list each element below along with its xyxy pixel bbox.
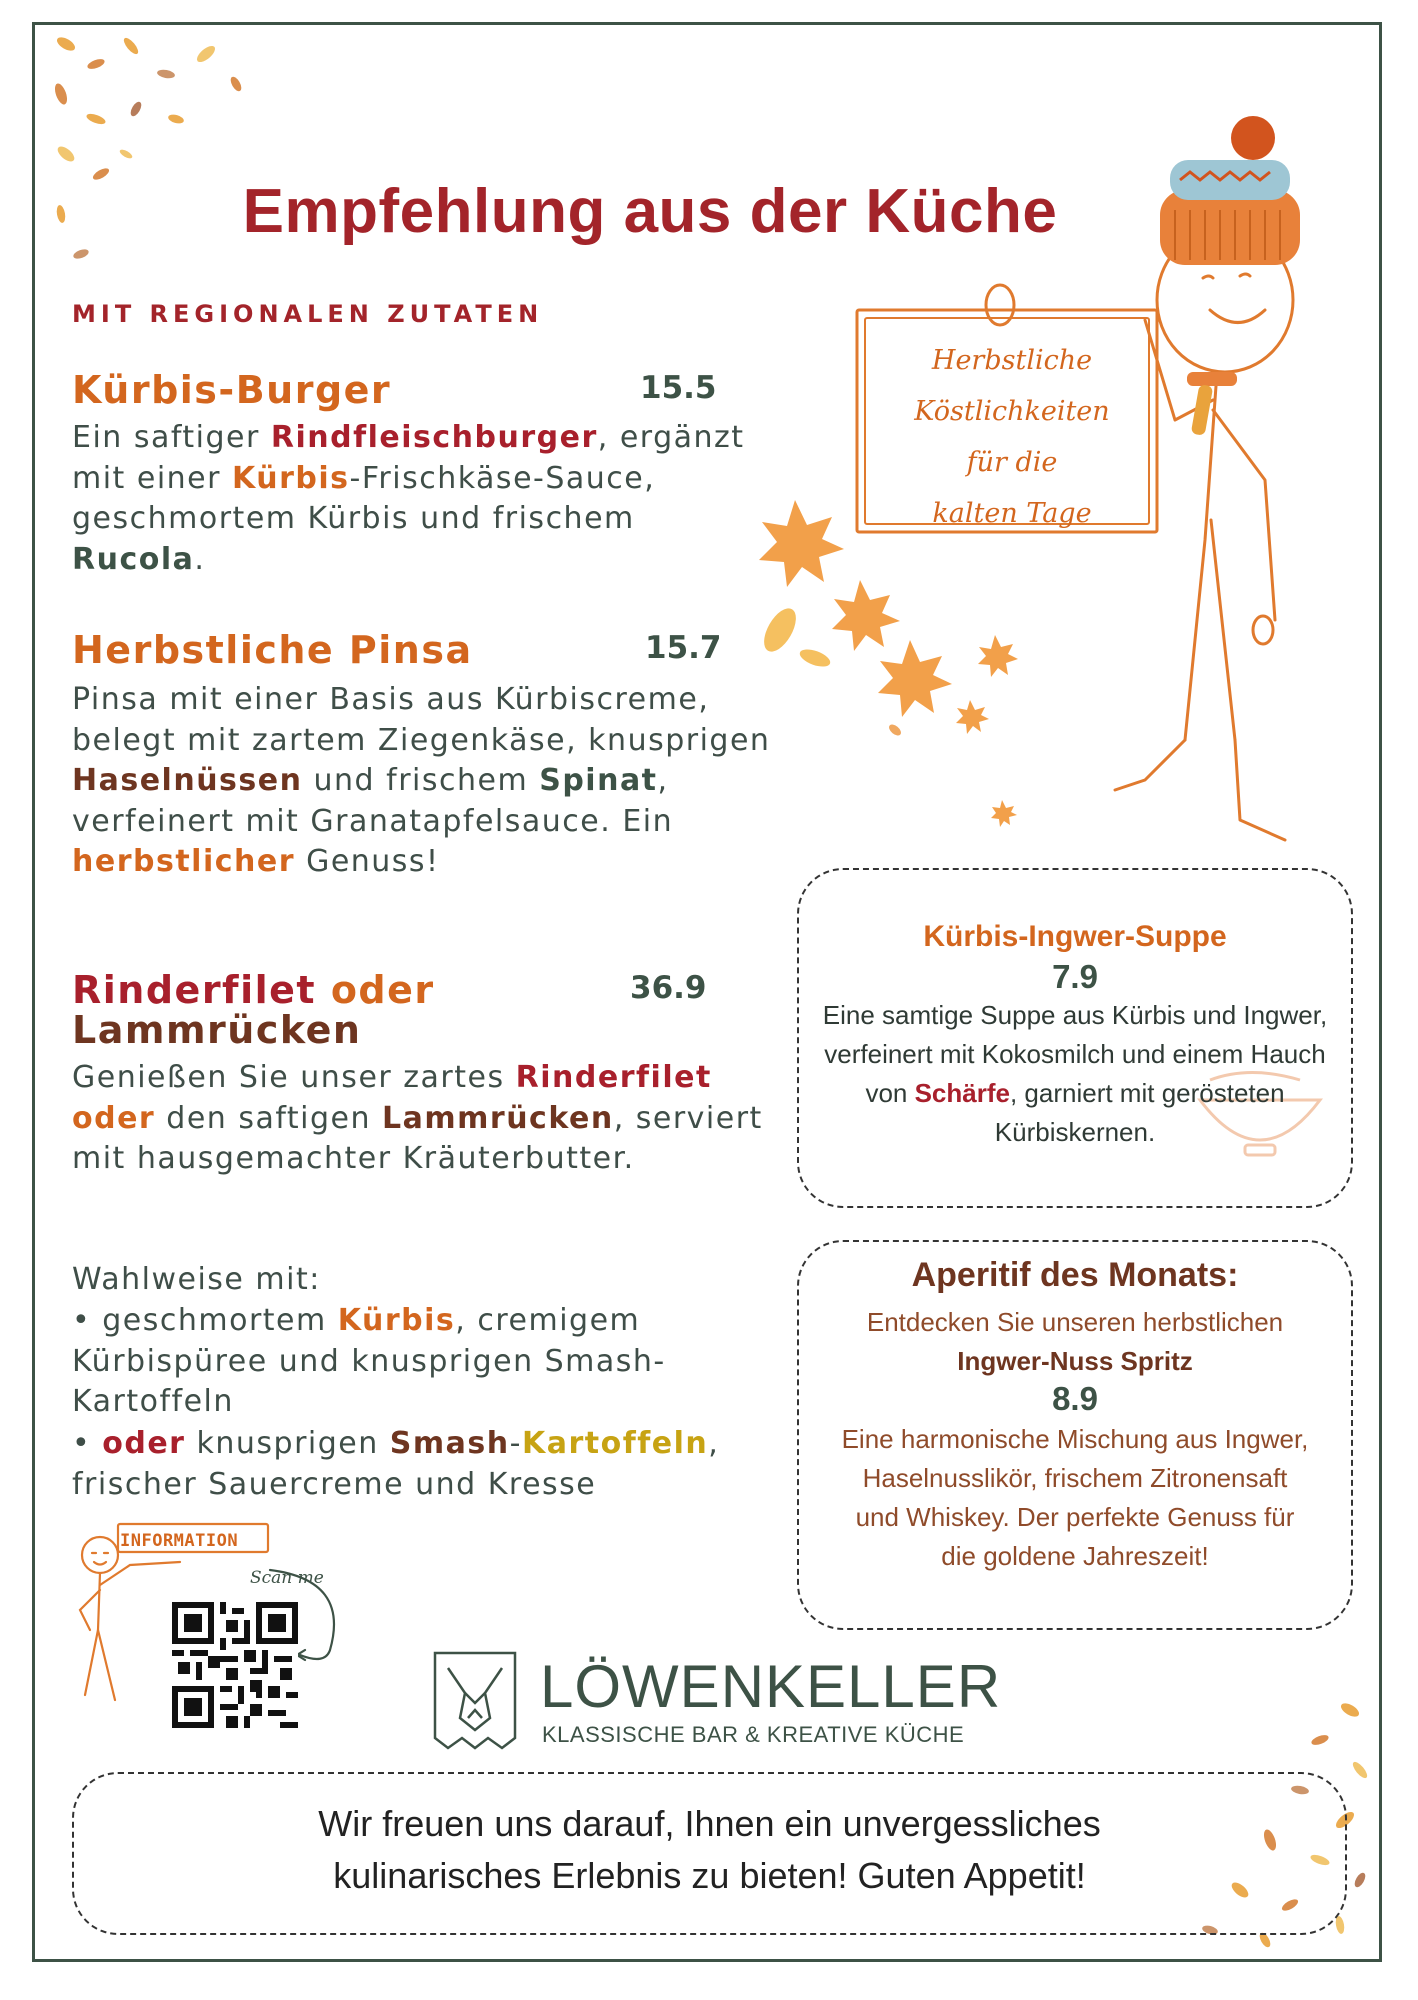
text-segment: . bbox=[194, 541, 206, 577]
text-segment: , verfeinert mit Granatapfelsauce. Ein bbox=[72, 763, 674, 839]
text-segment: Smash bbox=[389, 1426, 510, 1461]
dish-price-herbstliche-pinsa: 15.7 bbox=[645, 630, 722, 666]
brand-tagline: KLASSISCHE BAR & KREATIVE KÜCHE bbox=[542, 1722, 965, 1747]
soup-title: Kürbis-Ingwer-Suppe bbox=[923, 920, 1227, 953]
text-segment: Spinat bbox=[539, 763, 658, 798]
scan-me-label: Scan me bbox=[250, 1568, 324, 1588]
text-segment: Kürbis bbox=[232, 460, 350, 496]
aperitif-intro: Entdecken Sie unseren herbstlichen bbox=[866, 1307, 1284, 1337]
text-segment: -Frischkäse-Sauce, geschmortem Kürbis und frischem bbox=[72, 460, 656, 536]
footer-message bbox=[72, 1798, 1347, 1902]
text-segment: oder bbox=[72, 1100, 156, 1136]
brand-name: LÖWENKELLER bbox=[540, 1653, 1002, 1720]
text-segment: Rinderfilet bbox=[515, 1060, 712, 1095]
soup-description bbox=[820, 996, 1330, 1152]
aperitif-price: 8.9 bbox=[1052, 1380, 1098, 1417]
text-segment: , frischer Sauercreme und Kresse bbox=[72, 1426, 720, 1502]
text-segment: Pinsa mit einer Basis aus Kürbiscreme, belegt mit zartem Ziegenkäse, knusprigen bbox=[72, 682, 771, 758]
text-segment: Eine samtige Suppe aus Kürbis und Ingwer, verfeinert mit Kokosmilch und einem Hauch von bbox=[822, 1000, 1328, 1108]
text-segment: Lammrücken bbox=[382, 1100, 614, 1136]
text-segment: Rucola bbox=[72, 541, 195, 577]
page-subtitle: MIT REGIONALEN ZUTATEN bbox=[72, 300, 544, 328]
text-segment: herbstlicher bbox=[72, 844, 296, 879]
footer-line-1: Wir freuen uns darauf, Ihnen ein unvergessliches bbox=[318, 1803, 1101, 1844]
dish-name-herbstliche-pinsa: Herbstliche Pinsa bbox=[72, 628, 473, 672]
information-label: INFORMATION bbox=[120, 1531, 239, 1551]
dish-description-rinderfilet bbox=[72, 1058, 772, 1180]
aperitif-title: Aperitif des Monats: bbox=[911, 1256, 1239, 1294]
text-segment: Kartoffeln bbox=[521, 1426, 709, 1461]
text-segment: • bbox=[72, 1426, 103, 1461]
qr-code-icon[interactable] bbox=[172, 1602, 298, 1728]
dish-price-rinderfilet: 36.9 bbox=[630, 970, 707, 1006]
text-segment: knusprigen bbox=[185, 1426, 390, 1461]
sign-line-2: Köstlichkeiten bbox=[914, 396, 1110, 427]
sign-line-3: für die bbox=[966, 447, 1058, 478]
loewenkeller-lion-logo-icon bbox=[430, 1648, 520, 1760]
dish-name-part-rinderfilet: Rinderfilet bbox=[72, 968, 317, 1012]
text-segment: , garniert mit gerösteten Kürbiskernen. bbox=[994, 1078, 1285, 1147]
sign-line-1: Herbstliche bbox=[931, 345, 1093, 376]
text-segment: , cremigem Kürbispüree und knusprigen Smash-Kartoffeln bbox=[72, 1303, 666, 1419]
dish-name-part-lammruecken: Lammrücken bbox=[72, 1008, 362, 1052]
text-segment: Genießen Sie unser zartes bbox=[72, 1060, 516, 1095]
text-segment: den saftigen bbox=[155, 1100, 383, 1136]
footer-line-2: kulinarisches Erlebnis zu bieten! Guten Appetit! bbox=[333, 1855, 1086, 1896]
aperitif-name: Ingwer-Nuss Spritz bbox=[957, 1346, 1193, 1376]
dish-price-kuerbis-burger: 15.5 bbox=[640, 370, 717, 406]
text-segment: Genuss! bbox=[295, 844, 440, 879]
text-segment: und frischem bbox=[302, 763, 540, 798]
text-segment: Haselnüssen bbox=[72, 763, 303, 798]
dish-name-rinderfilet-oder-lammruecken bbox=[72, 970, 572, 1050]
dish-name-part-oder: oder bbox=[330, 968, 435, 1012]
text-segment: , serviert mit hausgemachter Kräuterbutter. bbox=[72, 1100, 763, 1176]
text-segment: Schärfe bbox=[914, 1078, 1010, 1108]
text-segment: oder bbox=[102, 1426, 186, 1461]
dish-option-1 bbox=[72, 1301, 792, 1423]
dish-options-intro: Wahlweise mit: bbox=[72, 1262, 321, 1297]
aperitif-description: Eine harmonische Mischung aus Ingwer, Haselnusslikör, frischem Zitronensaft und Whiskey. Der perfekte Genuss für die goldene Jahreszeit! bbox=[841, 1424, 1309, 1571]
dish-description-kuerbis-burger bbox=[72, 418, 752, 580]
falling-leaves-decoration bbox=[740, 490, 1040, 830]
text-segment: Rindfleischburger bbox=[270, 420, 598, 455]
soup-price: 7.9 bbox=[1052, 958, 1098, 995]
dish-description-herbstliche-pinsa bbox=[72, 680, 812, 883]
page-title: Empfehlung aus der Küche bbox=[242, 177, 1058, 246]
text-segment: Kürbis bbox=[337, 1303, 456, 1338]
dish-name-kuerbis-burger: Kürbis-Burger bbox=[72, 368, 392, 412]
dish-option-2 bbox=[72, 1424, 792, 1505]
text-segment: , ergänzt mit einer bbox=[72, 420, 745, 496]
text-segment: • geschmortem bbox=[72, 1303, 338, 1338]
text-segment: Ein saftiger bbox=[72, 420, 271, 455]
text-segment: - bbox=[509, 1426, 522, 1461]
sign-line-4: kalten Tage bbox=[932, 498, 1092, 529]
